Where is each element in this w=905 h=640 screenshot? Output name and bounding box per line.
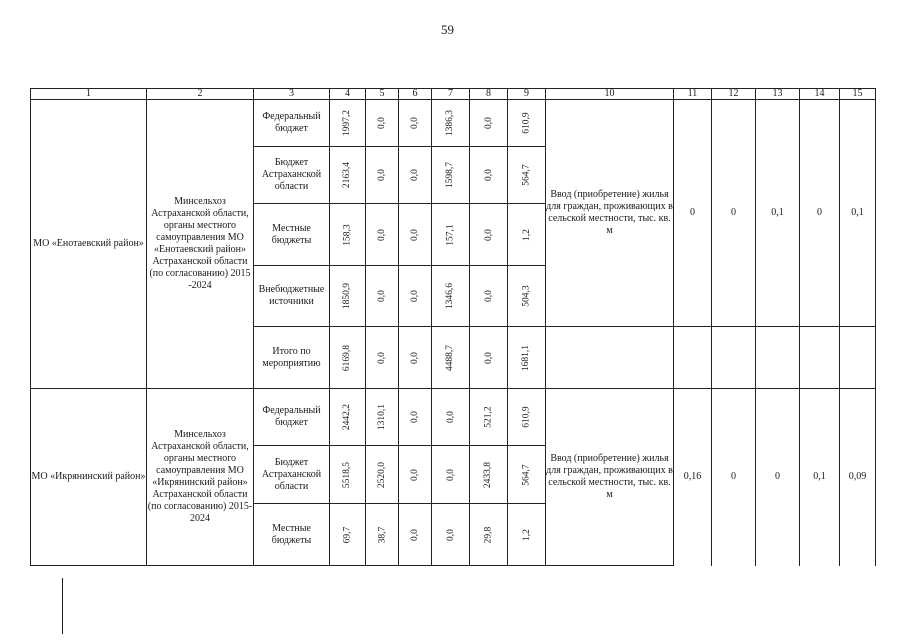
funding-value: 521,2	[483, 406, 494, 428]
column-number: 7	[432, 89, 470, 100]
column-number: 3	[254, 89, 330, 100]
funding-value: 1,2	[521, 228, 532, 241]
funding-source: Местные бюджеты	[254, 504, 330, 566]
funding-total-value: 4488,7	[445, 344, 456, 371]
funding-value: 1,2	[521, 528, 532, 541]
funding-value: 0,0	[445, 528, 456, 541]
funding-value: 0,0	[410, 468, 420, 481]
funding-value: 2442,2	[342, 403, 353, 431]
funding-source: Федеральный бюджет	[254, 100, 330, 147]
funding-value: 0,0	[377, 169, 387, 181]
indicator-value: 0	[674, 100, 712, 327]
indicator-value: 0,1	[756, 100, 800, 327]
column-number: 14	[800, 89, 840, 100]
funding-value: 158,3	[342, 223, 353, 246]
column-number: 5	[366, 89, 399, 100]
column-number-row	[31, 89, 876, 100]
executor-cell: Минсельхоз Астраханской области, органы местного самоуправления МО «Енотаевский район» Астраханской области (по согласованию) 2015 -2024	[147, 100, 254, 389]
column-number: 10	[546, 89, 674, 100]
funding-total-value: 0,0	[377, 351, 387, 364]
column-number: 13	[756, 89, 800, 100]
table-row	[31, 100, 876, 147]
indicator-value: 0,1	[800, 389, 840, 566]
funding-source: Местные бюджеты	[254, 204, 330, 266]
funding-value: 1997,2	[342, 109, 353, 137]
column-number: 12	[712, 89, 756, 100]
funding-value: 0,0	[483, 290, 494, 302]
funding-total-value: 6169,8	[342, 344, 353, 371]
funding-value: 1386,3	[445, 109, 456, 137]
funding-value: 610,9	[521, 406, 532, 428]
empty-cell	[840, 327, 876, 389]
indicator-value: 0,1	[840, 100, 876, 327]
funding-value: 69,7	[342, 526, 353, 543]
funding-total-label: Итого по мероприятию	[254, 327, 330, 389]
funding-value: 1310,1	[377, 403, 387, 431]
funding-value: 2433,8	[483, 461, 494, 488]
empty-cell	[800, 327, 840, 389]
funding-value: 29,8	[483, 526, 494, 543]
funding-value: 564,7	[521, 463, 532, 486]
funding-value: 0,0	[410, 228, 420, 241]
funding-value: 0,0	[377, 228, 387, 241]
funding-value: 610,9	[521, 112, 532, 134]
funding-value: 0,0	[410, 528, 420, 541]
funding-value: 0,0	[445, 468, 456, 481]
funding-source: Внебюджетные источники	[254, 266, 330, 327]
funding-value: 0,0	[445, 411, 456, 423]
funding-value: 0,0	[410, 290, 420, 302]
funding-value: 504,3	[521, 285, 532, 307]
funding-value: 1850,9	[342, 282, 353, 310]
indicator-cell: Ввод (приобретение) жилья для граждан, проживающих в сельской местности, тыс. кв. м	[546, 389, 674, 566]
funding-value: 564,7	[521, 164, 532, 186]
indicator-value: 0	[712, 389, 756, 566]
indicator-value: 0	[756, 389, 800, 566]
funding-value: 38,7	[377, 526, 387, 543]
column-number: 15	[840, 89, 876, 100]
indicator-value: 0,09	[840, 389, 876, 566]
municipality-cell: МО «Енотаевский район»	[31, 100, 147, 389]
funding-source: Федеральный бюджет	[254, 389, 330, 446]
indicator-value: 0	[800, 100, 840, 327]
funding-value: 2163,4	[342, 161, 353, 189]
funding-value: 0,0	[483, 117, 494, 129]
empty-cell	[674, 327, 712, 389]
funding-value: 0,0	[377, 117, 387, 129]
municipality-cell: МО «Икрянинский район»	[31, 389, 147, 566]
column-number: 6	[399, 89, 432, 100]
funding-value: 0,0	[410, 411, 420, 423]
table-row	[31, 389, 876, 446]
funding-value: 0,0	[483, 169, 494, 181]
funding-source: Бюджет Астраханской области	[254, 147, 330, 204]
column-number: 11	[674, 89, 712, 100]
indicator-value: 0,16	[674, 389, 712, 566]
column-number: 9	[508, 89, 546, 100]
indicator-value: 0	[712, 100, 756, 327]
funding-value: 0,0	[410, 169, 420, 181]
funding-total-value: 0,0	[483, 351, 494, 364]
funding-source: Бюджет Астраханской области	[254, 446, 330, 504]
funding-value: 157,1	[445, 223, 456, 246]
funding-value: 1346,6	[445, 282, 456, 310]
table-continuation-line	[62, 578, 63, 634]
column-number: 2	[147, 89, 254, 100]
program-table	[30, 88, 876, 566]
empty-cell	[756, 327, 800, 389]
empty-cell	[546, 327, 674, 389]
column-number: 8	[470, 89, 508, 100]
funding-value: 2520,0	[377, 461, 387, 488]
funding-value: 1598,7	[445, 161, 456, 189]
indicator-cell: Ввод (приобретение) жилья для граждан, проживающих в сельской местности, тыс. кв. м	[546, 100, 674, 327]
executor-cell: Минсельхоз Астраханской области, органы местного самоуправления МО «Икрянинский район» Астраханской области (по согласованию) 2015-2024	[147, 389, 254, 566]
empty-cell	[712, 327, 756, 389]
funding-total-value: 0,0	[410, 351, 420, 364]
funding-value: 0,0	[483, 228, 494, 241]
funding-value: 0,0	[410, 117, 420, 129]
page-number: 59	[441, 22, 454, 37]
funding-value: 0,0	[377, 290, 387, 302]
funding-total-value: 1681,1	[521, 344, 532, 371]
column-number: 1	[31, 89, 147, 100]
column-number: 4	[330, 89, 366, 100]
funding-value: 5518,5	[342, 461, 353, 488]
